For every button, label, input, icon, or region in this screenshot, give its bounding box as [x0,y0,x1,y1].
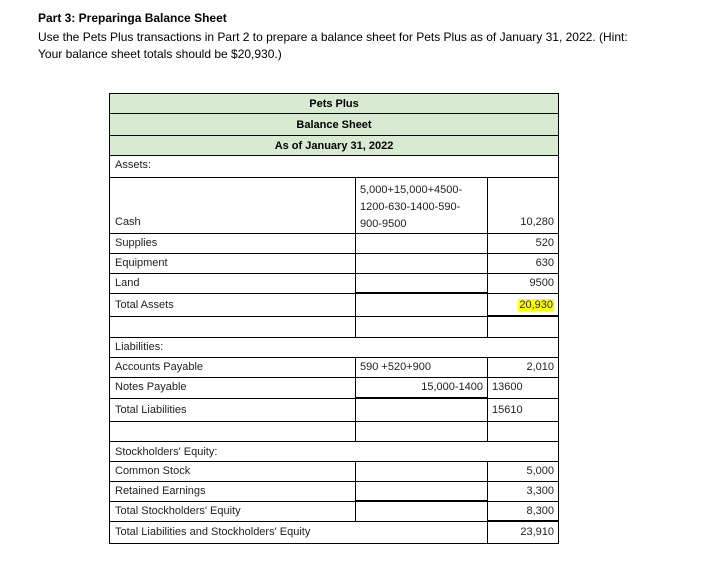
liabilities-header: Liabilities: [109,338,559,358]
blank-row-1-c [487,317,559,338]
cash-calc-line-1: 5,000+15,000+4500- [360,184,463,196]
accounts-payable-value: 2,010 [487,358,559,378]
common-stock-calc-cell [355,462,487,482]
accounts-payable-label: Accounts Payable [109,358,355,378]
blank-row-2-a [109,422,355,442]
cash-value: 10,280 [487,178,559,234]
retained-earnings-value: 3,300 [487,482,559,502]
total-liabilities-value: 15610 [487,399,559,422]
total-liabilities-calc-cell [355,399,487,422]
total-assets-label: Total Assets [109,294,355,317]
equipment-calc-cell [355,254,487,274]
cash-calc-line-3: 900-9500 [360,218,407,230]
notes-payable-calc: 15,000-1400 [355,378,487,399]
supplies-calc-cell [355,234,487,254]
cash-calc-line-2: 1200-630-1400-590- [360,201,461,213]
cash-label: Cash [109,178,355,234]
blank-row-2-c [487,422,559,442]
blank-row-2-b [355,422,487,442]
land-label: Land [109,274,355,294]
total-liabilities-equity-value: 23,910 [487,522,559,544]
assets-header: Assets: [109,156,559,178]
supplies-value: 520 [487,234,559,254]
supplies-label: Supplies [109,234,355,254]
cash-calculation [355,178,487,234]
accounts-payable-calc: 590 +520+900 [355,358,487,378]
total-liabilities-label: Total Liabilities [109,399,355,422]
equipment-value: 630 [487,254,559,274]
balance-sheet-table [109,93,559,544]
land-value: 9500 [487,274,559,294]
instruction-line-1: Use the Pets Plus transactions in Part 2 to prepare a balance sheet for Pets Plus as of January 31, 2022. (Hint: [38,30,628,44]
total-equity-calc-cell [355,502,487,522]
blank-row-1-b [355,317,487,338]
notes-payable-value: 13600 [487,378,559,399]
notes-payable-label: Notes Payable [109,378,355,399]
instruction-line-2: Your balance sheet totals should be $20,930.) [38,47,282,61]
sheet-date: As of January 31, 2022 [109,136,559,156]
company-name: Pets Plus [109,93,559,114]
part-heading: Part 3: Preparinga Balance Sheet [38,11,227,25]
total-equity-label: Total Stockholders' Equity [109,502,355,522]
blank-row-1-a [109,317,355,338]
common-stock-value: 5,000 [487,462,559,482]
sheet-title: Balance Sheet [109,114,559,136]
equipment-label: Equipment [109,254,355,274]
total-assets-calc-cell [355,294,487,317]
equity-header: Stockholders' Equity: [109,442,559,462]
total-assets-value [487,294,559,317]
common-stock-label: Common Stock [109,462,355,482]
land-calc-cell [355,274,487,294]
retained-earnings-calc-cell [355,482,487,502]
total-equity-value: 8,300 [487,502,559,522]
total-liabilities-equity-label: Total Liabilities and Stockholders' Equity [109,522,487,544]
retained-earnings-label: Retained Earnings [109,482,355,502]
total-assets-highlight: 20,930 [519,299,553,311]
